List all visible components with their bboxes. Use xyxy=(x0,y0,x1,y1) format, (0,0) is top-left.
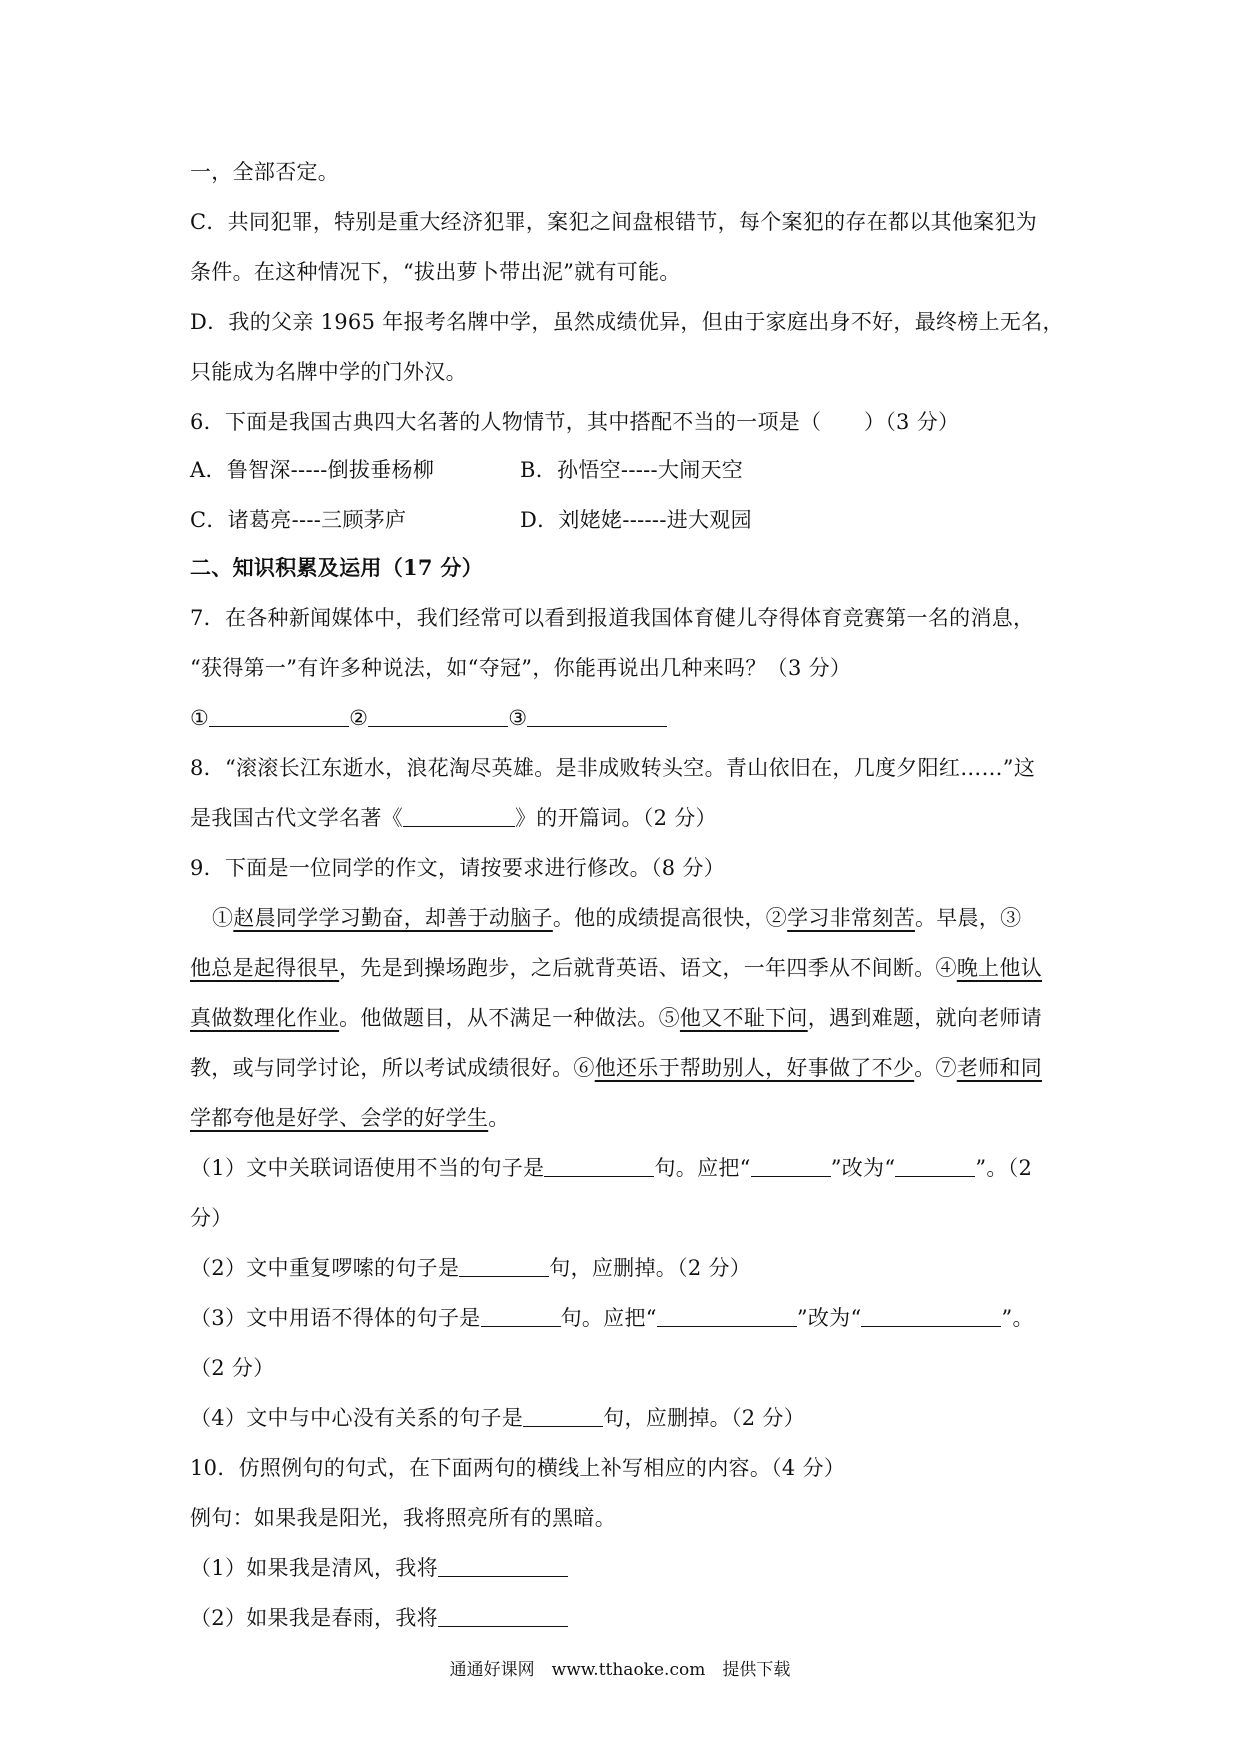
answer-blank[interactable] xyxy=(657,1304,797,1327)
q6-option-c: C．诸葛亮----三顾茅庐 xyxy=(190,508,407,532)
essay-line4: 教，或与同学讨论，所以考试成绩很好。⑥他还乐于帮助别人，好事做了不少。⑦老师和同 xyxy=(190,1056,1043,1080)
question-7-line2: “获得第一”有许多种说法，如“夺冠”，你能再说出几种来吗？（3 分） xyxy=(190,656,852,680)
marker-3: ③ xyxy=(508,706,528,730)
answer-blank[interactable] xyxy=(861,1304,1001,1327)
book-title-blank[interactable] xyxy=(403,804,515,827)
q6-option-b: B．孙悟空-----大闹天空 xyxy=(520,458,744,482)
answer-blank[interactable] xyxy=(544,1154,654,1177)
answer-blank[interactable] xyxy=(438,1604,568,1627)
answer-blank[interactable] xyxy=(895,1154,975,1177)
underlined-sentence-5: 他又不耻下问 xyxy=(679,1006,808,1030)
answer-blank-1[interactable] xyxy=(209,704,349,727)
question-8-line2: 是我国古代文学名著《 》的开篇词。（2 分） xyxy=(190,806,717,830)
option-d-line2: 只能成为名牌中学的门外汉。 xyxy=(190,360,467,384)
underlined-sentence-4-cont: 真做数理化作业 xyxy=(190,1006,340,1030)
marker-2: ② xyxy=(349,706,369,730)
underlined-sentence-4: 晚上他认 xyxy=(956,956,1043,980)
underlined-sentence-6: 他还乐于帮助别人，好事做了不少 xyxy=(594,1056,915,1080)
underlined-sentence-3: 他总是起得很早 xyxy=(190,956,340,980)
q7-answer-blanks xyxy=(190,703,667,733)
answer-blank[interactable] xyxy=(751,1154,831,1177)
text-line: 一，全部否定。 xyxy=(190,160,340,184)
exercise-2: （2）如果我是春雨，我将 xyxy=(190,1603,568,1633)
option-c-line1: C．共同犯罪，特别是重大经济犯罪，案犯之间盘根错节，每个案犯的存在都以其他案犯为 xyxy=(190,210,1038,234)
answer-blank-2[interactable] xyxy=(368,704,508,727)
answer-blank[interactable] xyxy=(438,1554,568,1577)
essay-line2: 他总是起得很早，先是到操场跑步，之后就背英语、语文，一年四季从不间断。④晚上他认 xyxy=(190,956,1043,980)
essay-line1: ①赵晨同学学习勤奋，却善于动脑子。他的成绩提高很快，②学习非常刻苦。早晨，③ xyxy=(212,906,1022,930)
answer-blank[interactable] xyxy=(523,1404,603,1427)
sub-question-1-cont: 分） xyxy=(190,1206,233,1230)
option-c-line2: 条件。在这种情况下，“拔出萝卜带出泥”就有可能。 xyxy=(190,260,681,284)
underlined-sentence-7-cont: 学都夸他是好学、会学的好学生 xyxy=(190,1106,489,1130)
answer-blank[interactable] xyxy=(481,1304,561,1327)
underlined-sentence-1: 赵晨同学学习勤奋，却善于动脑子 xyxy=(233,906,553,930)
section-heading: 二、知识积累及运用（17 分） xyxy=(190,555,484,580)
question-9: 9．下面是一位同学的作文，请按要求进行修改。（8 分） xyxy=(190,856,725,880)
underlined-sentence-7: 老师和同 xyxy=(956,1056,1043,1080)
sub-question-4: （4）文中与中心没有关系的句子是 句，应删掉。（2 分） xyxy=(190,1406,806,1430)
option-d-line1: D．我的父亲 1965 年报考名牌中学，虽然成绩优异，但由于家庭出身不好，最终榜上无名， xyxy=(190,310,1064,334)
sub-question-2: （2）文中重复啰嗦的句子是 句，应删掉。（2 分） xyxy=(190,1256,752,1280)
sub-question-1: （1）文中关联词语使用不当的句子是 句。应把“ ”改为“ ”。（2 xyxy=(190,1156,1033,1180)
question-8-line1: 8．“滚滚长江东逝水，浪花淘尽英雄。是非成败转头空。青山依旧在，几度夕阳红……”这 xyxy=(190,756,1036,780)
page-footer: 通通好课网 www.tthaoke.com 提供下载 xyxy=(449,1660,791,1680)
question-7-line1: 7．在各种新闻媒体中，我们经常可以看到报道我国体育健儿夺得体育竞赛第一名的消息， xyxy=(190,606,1035,630)
example-sentence: 例句：如果我是阳光，我将照亮所有的黑暗。 xyxy=(190,1506,616,1530)
essay-line3: 真做数理化作业。他做题目，从不满足一种做法。⑤他又不耻下问，遇到难题，就向老师请 xyxy=(190,1006,1043,1030)
answer-blank[interactable] xyxy=(459,1254,549,1277)
answer-blank-3[interactable] xyxy=(527,704,667,727)
sub-question-3: （3）文中用语不得体的句子是 句。应把“ ”改为“ ”。 xyxy=(190,1306,1034,1330)
essay-line5: 学都夸他是好学、会学的好学生。 xyxy=(190,1106,510,1130)
sub-question-3-cont: （2 分） xyxy=(190,1356,275,1380)
underlined-sentence-2: 学习非常刻苦 xyxy=(787,906,915,930)
question-10: 10．仿照例句的句式，在下面两句的横线上补写相应的内容。（4 分） xyxy=(190,1456,846,1480)
question-6: 6．下面是我国古典四大名著的人物情节，其中搭配不当的一项是（ ）（3 分） xyxy=(190,410,960,434)
exercise-1: （1）如果我是清风，我将 xyxy=(190,1553,568,1583)
q6-option-a: A．鲁智深-----倒拔垂杨柳 xyxy=(190,458,435,482)
q6-option-d: D．刘姥姥------进大观园 xyxy=(520,508,752,532)
marker-1: ① xyxy=(190,706,210,730)
